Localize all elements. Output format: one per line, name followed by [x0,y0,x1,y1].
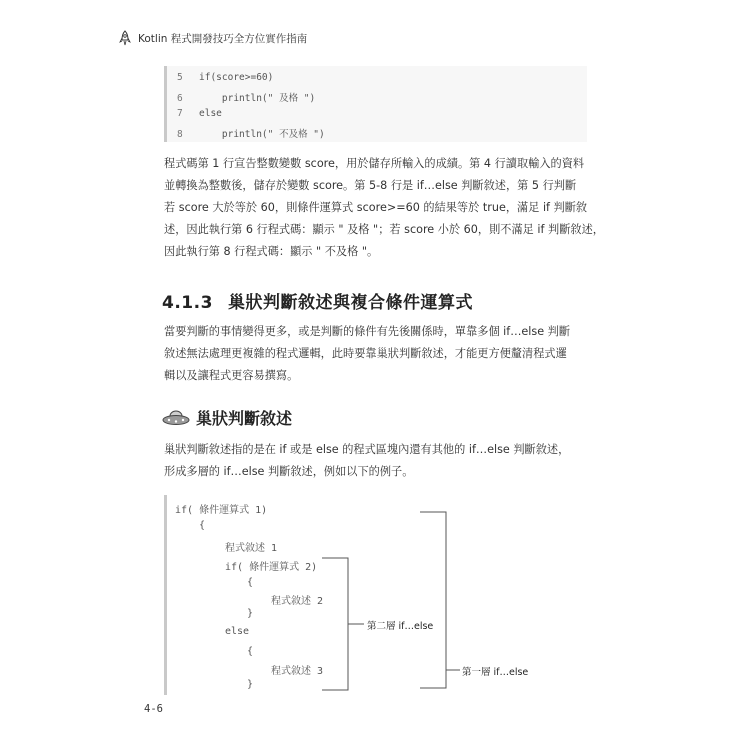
outer-bracket [420,512,446,688]
paragraph-line: 形成多層的 if…else 判斷敘述，例如以下的例子。 [164,465,414,478]
paragraph-line: 當要判斷的事情變得更多，或是判斷的條件有先後關係時，單靠多個 if…else 判斷 [164,325,571,338]
code-text: println(" 及格 ") [199,93,316,104]
code-line: 程式敘述 3 [271,666,324,677]
page-number: 4-6 [144,703,163,715]
code-line: { [247,577,254,588]
label-second-level: 第二層 if…else [367,621,434,632]
code-line: { [199,520,206,531]
paragraph-line: 並轉換為整數後，儲存於變數 score。第 5-8 行是 if…else 判斷敘述，第 5 行判斷 [164,179,577,192]
code-line: if( 條件運算式 2) [225,562,318,573]
code-text: else [199,108,222,119]
code-line: { [247,646,254,657]
paragraph-line: 敘述無法處理更複雜的程式邏輯，此時要靠巢狀判斷敘述，才能更方便釐清程式邏 [164,347,567,360]
line-number: 7 [177,108,183,119]
code-line: 程式敘述 1 [225,543,278,554]
paragraph-line: 輯以及讓程式更容易撰寫。 [164,369,299,382]
line-number: 8 [177,129,183,140]
code-text: println(" 不及格 ") [199,129,325,140]
paragraph-line: 述，因此執行第 6 行程式碼：顯示 " 及格 "；若 score 小於 60，則不滿足 if 判斷敘述， [164,223,604,236]
code-line: } [247,608,254,619]
paragraph-line: 程式碼第 1 行宣告整數變數 score，用於儲存所輸入的成績。第 4 行讀取輸入的資料 [164,157,585,170]
paragraph-line: 因此執行第 8 行程式碼：顯示 " 不及格 "。 [164,245,379,258]
subheading-title: 巢狀判斷敘述 [196,409,293,428]
line-number: 6 [177,93,183,104]
code-line: else [225,626,250,637]
code-line: 程式敘述 2 [271,596,324,607]
code-line: if( 條件運算式 1) [175,505,268,516]
section-number: 4.1.3 [162,293,213,313]
code-text: if(score>=60) [199,72,274,83]
section-title: 巢狀判斷敘述與複合條件運算式 [228,293,473,313]
book-title: Kotlin 程式開發技巧全方位實作指南 [138,32,308,45]
inner-bracket [322,558,348,690]
line-number: 5 [177,72,183,83]
code-line: } [247,679,254,690]
paragraph-line: 若 score 大於等於 60，則條件運算式 score>=60 的結果等於 true，滿足 if 判斷敘 [164,201,588,214]
paragraph-line: 巢狀判斷敘述指的是在 if 或是 else 的程式區塊內還有其他的 if…else 判斷敘述， [164,443,570,456]
label-first-level: 第一層 if…else [462,667,529,678]
